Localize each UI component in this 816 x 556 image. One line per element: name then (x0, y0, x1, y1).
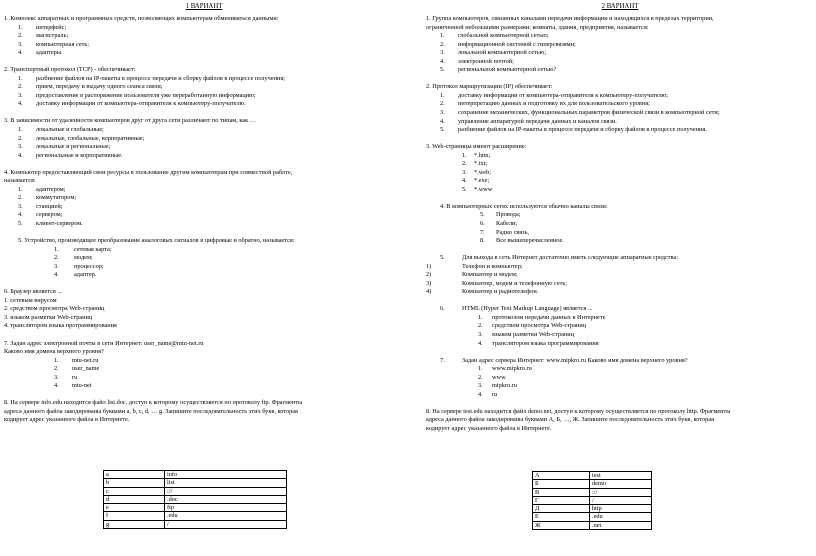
list-item: 1. сетевая карта; (54, 245, 112, 253)
code-table-variant-1 (103, 470, 287, 529)
question-4-text: 4. Компьютер предоставляющий свои ресурсы в пользование другим компьютерам при совместной работе, (4, 168, 293, 176)
table-row: e ftp (104, 504, 287, 512)
list-item: 2. средством просмотра Web-страниц (4, 305, 105, 313)
list-item: 3. ru (54, 373, 78, 381)
question-1-text: 1. Группа компьютеров, связанных каналами передачи информации и находящихся в пределах территории, (426, 15, 714, 22)
variant-1-title: 1 ВАРИАНТ (185, 3, 223, 10)
list-item: 1. www.mipkro.ru (478, 365, 532, 373)
question-5-text: 5. Устройство, производящее преобразование аналоговых сигналов в цифровые и обратно, называется: (18, 237, 295, 245)
list-item: 1. доставку информации от компьютера-отправителя к компьютеру-получателю; (440, 91, 669, 99)
list-item: 1. разбиение файлов на IP-пакеты в процессе передачи и сборку файлов в процессе получения; (18, 74, 286, 82)
question-2-text: 2. Транспортный протокол (TCP) - обеспечивает: (4, 66, 136, 74)
list-item: 2. модем; (54, 254, 93, 262)
list-item: 1. протоколом передачи данных в Интернете (478, 313, 606, 321)
table-row: А test (533, 472, 652, 480)
list-item: 4. mtu-net (54, 382, 92, 390)
list-item: 4. управление аппаратурой передачи данных и каналов связи. (440, 117, 617, 125)
list-item: 7. Радио связь, (480, 228, 530, 236)
variant-1-column (4, 2, 404, 425)
list-item: 2. средством просмотра Web-страниц (478, 322, 587, 330)
list-item: 2) Компьютер и модем; (426, 271, 518, 279)
list-item: 5. разбиение файлов на IP-пакеты в процессе передачи и сборку файлов в процессе получения. (440, 126, 707, 134)
question-8-text: 8. На сервере info.edu находится файл list.doc, доступ к которому осуществляется по протоколу ftp. Фрагменты (4, 399, 303, 407)
list-item: 1. адаптером; (18, 185, 66, 193)
list-item: 1. глобальной компьютерной сетью; (440, 32, 549, 40)
list-item: 3. mipkro.ru (478, 382, 518, 390)
question-5-text: 5. Для выхода в сеть Интернет достаточно иметь следующие аппаратные средства: (440, 254, 678, 262)
table-row: f .edu (104, 512, 287, 520)
list-item: 3. компьютерная сеть; (18, 40, 89, 48)
list-item: 5. региональной компьютерной сетью? (440, 66, 557, 74)
question-4-text: 4. В компьютерных сетях используются обычно каналы связи: (440, 202, 608, 210)
list-item: 2. интерпретацию данных и подготовку их для пользовательского уровня; (440, 100, 650, 108)
table-row: В :// (533, 488, 652, 496)
question-6-text: 6. Браузер является ... (4, 288, 63, 296)
list-item: 4. транслятором языка программирования (4, 322, 117, 330)
code-table-variant-2 (532, 471, 652, 530)
list-item: 3. языком разметки Web-страниц (478, 331, 574, 338)
table-row: c :// (104, 487, 287, 495)
list-item: 5. Провода; (480, 211, 521, 219)
list-item: 3. языком разметки Web-страниц (4, 313, 93, 321)
table-row: g / (104, 520, 287, 528)
list-item: 3. предоставление в распоряжение пользователя уже переработанную информацию; (18, 91, 256, 99)
question-1-text: 1. Комплекс аппаратных и программных средств, позволяющих компьютерам обмениваться данными: (4, 15, 279, 22)
list-item: 5. клиент-сервером. (18, 219, 83, 227)
list-item: 4. региональные и корпоративные. (18, 151, 123, 159)
table-row: Ж .net (533, 521, 652, 529)
list-item: 4. электронной почтой; (440, 57, 514, 65)
list-item: 4. ru (478, 390, 498, 398)
list-item: 3. локальные и региональные; (18, 143, 111, 151)
list-item: 2. информационной системой с гиперсвязями; (440, 40, 576, 48)
variant-2-column (426, 2, 814, 433)
question-2-text: 2. Протокол маршрутизации (IP) обеспечивает: (426, 83, 553, 91)
variant-2-title: 2 ВАРИАНТ (601, 3, 639, 10)
question-7-text: 7. Задан адрес сервера Интернет: www.mipkro.ru Каково имя домена верхнего уровня? (440, 356, 688, 364)
table-row: Г / (533, 496, 652, 504)
question-8-text-cont: кодирует адрес указанного файла в Интернете. (4, 416, 130, 424)
question-7-text: 7. Задан адрес электронной почты в сети Интернет: user_name@mtu-net.ru (4, 339, 204, 347)
list-item: 1. mtu-net.ru (54, 356, 99, 364)
table-row: b list (104, 479, 287, 487)
list-item: 2. прием, передачу и выдачу одного сеанса связи; (18, 83, 163, 91)
question-3-text: 3. Web-страницы имеют расширение: (426, 143, 527, 151)
list-item: 4. транслятором языка программирования (478, 339, 599, 347)
table-row: d .doc (104, 495, 287, 503)
question-6-text: 6. HTML (Hyper Text Markup Language) является ... (440, 305, 593, 313)
list-item: 2. магистраль; (18, 32, 69, 40)
question-3-text: 3. В зависимости от удаленности компьютеров друг от друга сети различают по типам, как … (4, 117, 257, 125)
list-item: 2. www (478, 373, 506, 381)
table-row: Е .edu (533, 513, 652, 521)
list-item: 1. интерфейс; (18, 23, 67, 31)
question-8-text: 8. На сервере test.edu находится файл demo.net, доступ к которому осуществляется по протоколу http. Фрагменты (426, 407, 731, 415)
list-item: 8. Все вышеперечисленное. (480, 237, 564, 245)
list-item: 4) Компьютер и радиотелефон. (426, 288, 539, 296)
list-item: 1) Телефон и компьютер; (426, 262, 523, 270)
question-1-text-cont: ограниченной небольшими размерами: комнаты, здания, предприятия, называется: (426, 23, 649, 31)
list-item: 6. Кабели; (480, 219, 518, 227)
list-item: 3. процессор; (54, 262, 104, 270)
question-8-text-cont: адреса данного файла закодированы буквами a, b, c, d, … g. Запишите последовательность этих букв, которая (4, 407, 298, 415)
list-item: 4. адаптер. (54, 271, 97, 279)
list-item: 4. сервером; (18, 211, 63, 219)
list-item: 3) Компьютер, модем и телефонную сеть; (426, 279, 568, 287)
list-item: 1. локальные и глобальные; (18, 126, 104, 134)
list-item: 1. сетевым вирусом (4, 296, 57, 304)
list-item: 3. станцией; (18, 202, 63, 210)
list-item: 5. *.www (462, 185, 493, 193)
list-item: 3. сохранение механических, функциональных параметров физической связи в компьютерной сети; (440, 108, 720, 116)
list-item: 2. user_name (54, 365, 100, 373)
list-item: 2. локальные, глобальные, корпоративные; (18, 134, 145, 142)
list-item: 4. доставку информации от компьютера-отправителя к компьютеру-получателю. (18, 100, 246, 108)
list-item: 4. *.exe; (462, 177, 490, 185)
list-item: 3. локальной компьютерной сетью; (440, 49, 547, 57)
table-row: a info (104, 471, 287, 479)
table-row: Д http (533, 505, 652, 513)
question-8-text-cont: кодирует адрес указанного файла в Интернете. (426, 424, 552, 432)
question-4-text-cont: называется: (4, 177, 36, 185)
table-row: Б demo (533, 480, 652, 488)
list-item: 4. адаптеры. (18, 49, 63, 57)
question-7-text-cont: Каково имя домена верхнего уровня? (4, 348, 104, 356)
list-item: 1. *.htm; (462, 151, 491, 159)
list-item: 2. *.txt; (462, 160, 488, 168)
list-item: 2. коммутатором; (18, 194, 77, 202)
list-item: 3. *.web; (462, 168, 491, 176)
question-8-text-cont: адреса данного файла закодированы буквами А, Б, …, Ж. Запишите последовательность этих букв, которая (426, 416, 715, 424)
